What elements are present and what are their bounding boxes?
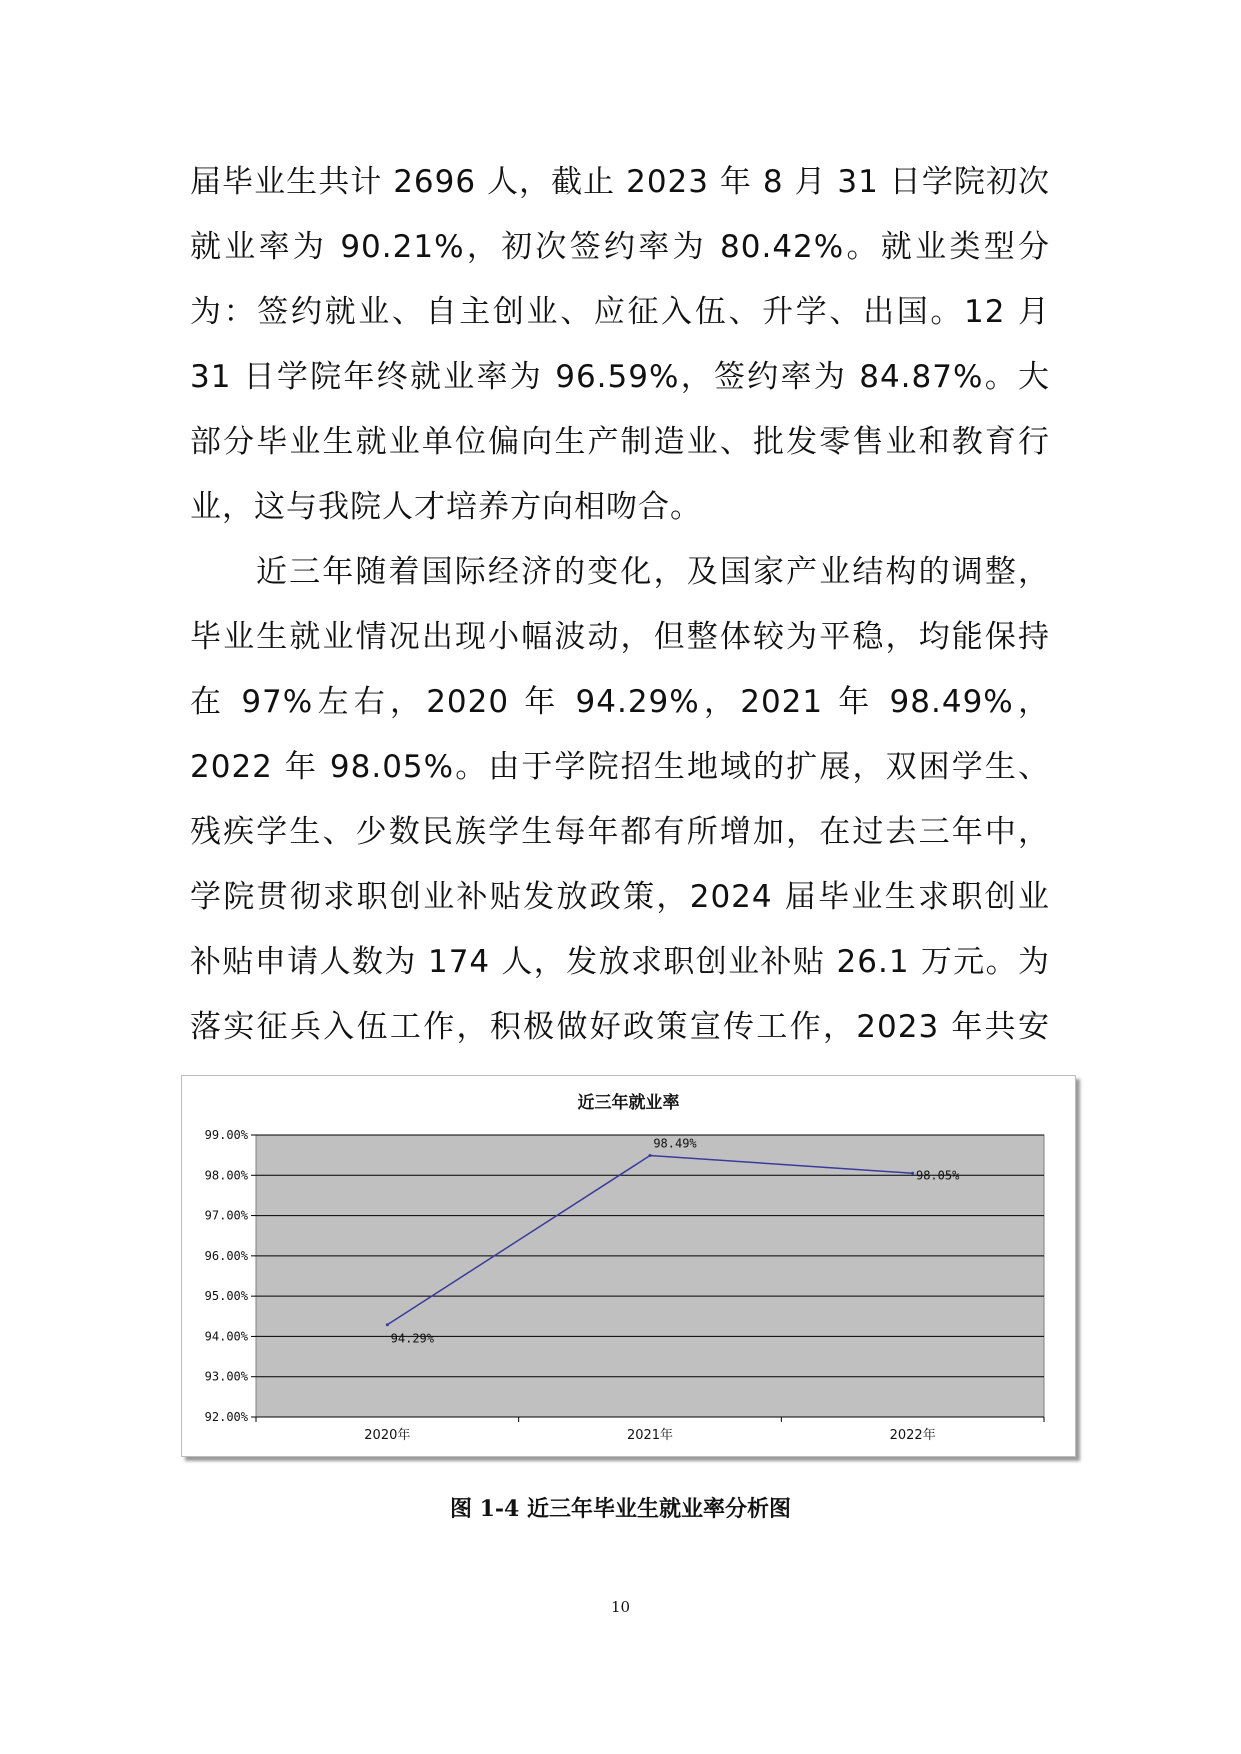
data-label: 98.49% <box>653 1136 697 1151</box>
y-tick-label: 97.00% <box>204 1208 248 1223</box>
x-tick-label: 2022年 <box>889 1428 936 1443</box>
x-tick-label: 2020年 <box>364 1428 411 1443</box>
y-tick-label: 95.00% <box>204 1289 248 1304</box>
data-point <box>649 1154 652 1157</box>
y-tick-label: 94.00% <box>204 1329 248 1344</box>
data-point <box>911 1172 914 1175</box>
body-paragraph-1: 届毕业生共计 2696 人，截止 2023 年 8 月 31 日学院初次就业率为 90.21%，初次签约率为 80.42%。就业类型分为：签约就业、自主创业、应征入伍、升学、出国。12 月 31 日学院年终就业率为 96.59%，签约率为 84.87%。大部分毕业生就业单位偏向生产制造业、批发零售业和教育行业，这与我院人才培养方向相吻合。 <box>190 164 1050 525</box>
data-point <box>386 1323 389 1326</box>
data-label: 98.05% <box>915 1168 960 1183</box>
figure-caption: 图 1-4 近三年毕业生就业率分析图 <box>449 1496 792 1522</box>
y-tick-label: 92.00% <box>204 1410 248 1424</box>
employment-rate-chart <box>181 1075 1076 1457</box>
y-tick-label: 98.00% <box>204 1168 248 1183</box>
body-paragraph-2: 近三年随着国际经济的变化，及国家产业结构的调整，毕业生就业情况出现小幅波动，但整体较为平稳，均能保持在 97%左右，2020 年 94.29%，2021 年 98.49%，2022 年 98.05%。由于学院招生地域的扩展，双困学生、残疾学生、少数民族学生每年都有所增加，在过去三年中，学院贯彻求职创业补贴发放政策，2024 届毕业生求职创业补贴申请人数为 174 人，发放求职创业补贴 26.1 万元。为落实征兵入伍工作，积极做好政策宣传工作，2023 年共安 <box>190 554 1050 1045</box>
data-label: 94.29% <box>390 1331 435 1346</box>
x-tick-label: 2021年 <box>626 1428 674 1443</box>
page-number: 10 <box>610 1598 631 1616</box>
chart-svg <box>182 1076 1075 1456</box>
y-tick-label: 93.00% <box>204 1369 248 1384</box>
y-tick-label: 96.00% <box>204 1248 248 1263</box>
chart-title: 近三年就业率 <box>577 1093 680 1113</box>
y-tick-label: 99.00% <box>204 1128 248 1142</box>
